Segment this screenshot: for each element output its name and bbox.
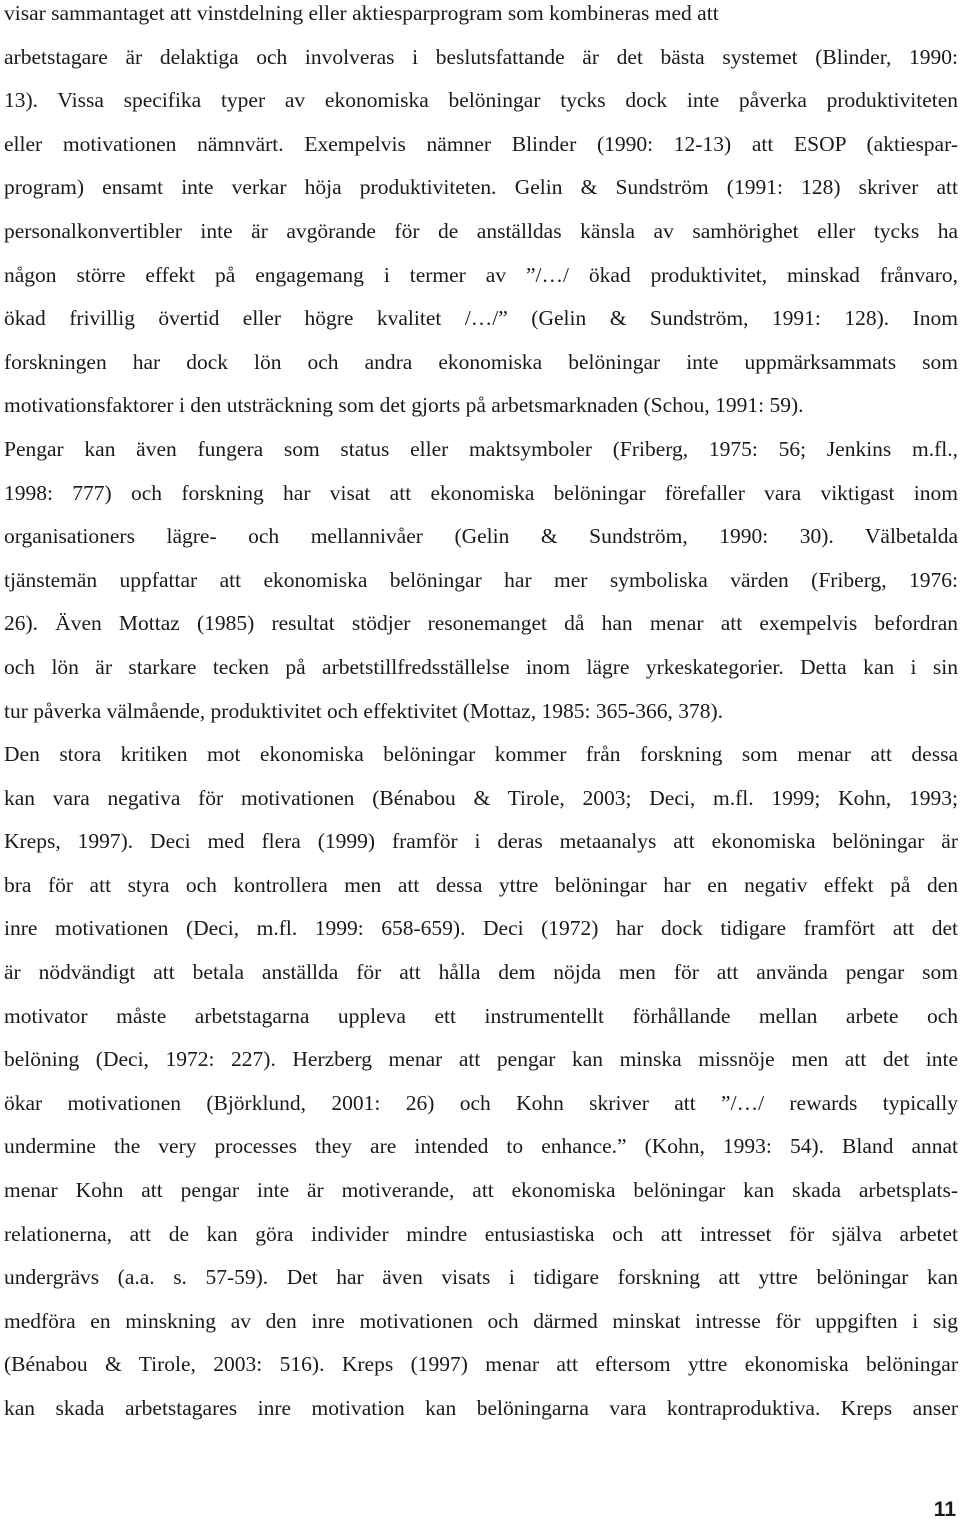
text-line: visar sammantaget att vinstdelning eller aktiesparprogram som kombineras med att bbox=[4, 1, 719, 25]
text-line: är nödvändigt att betala anställda för att hålla dem nöjda men för att använda pengar som bbox=[4, 960, 958, 985]
page-number: 11 bbox=[933, 1498, 956, 1521]
text-line: eller motivationen nämnvärt. Exempelvis nämner Blinder (1990: 12-13) att ESOP (aktiespar- bbox=[4, 131, 958, 156]
text-line: program) ensamt inte verkar höja produktiviteten. Gelin & Sundström (1991: 128) skriver att bbox=[4, 175, 958, 200]
text-line: forskningen har dock lön och andra ekonomiska belöningar inte uppmärksammats som bbox=[4, 349, 958, 374]
text-line: personalkonvertibler inte är avgörande för de anställdas känsla av samhörighet eller tycks ha bbox=[4, 218, 958, 243]
text-line: (Bénabou & Tirole, 2003: 516). Kreps (1997) menar att eftersom yttre ekonomiska belöningar bbox=[4, 1352, 958, 1377]
text-line: kan vara negativa för motivationen (Bénabou & Tirole, 2003; Deci, m.fl. 1999; Kohn, 1993; bbox=[4, 785, 958, 810]
text-line: ökar motivationen (Björklund, 2001: 26) och Kohn skriver att ”/…/ rewards typically bbox=[4, 1090, 958, 1115]
text-line: 26). Även Mottaz (1985) resultat stödjer resonemanget då han menar att exempelvis befordran bbox=[4, 611, 958, 636]
text-line: tjänstemän uppfattar att ekonomiska belöningar har mer symboliska värden (Friberg, 1976: bbox=[4, 567, 958, 592]
text-line: motivator måste arbetstagarna uppleva ett instrumentellt förhållande mellan arbete och bbox=[4, 1003, 958, 1028]
text-line: Kreps, 1997). Deci med flera (1999) framför i deras metaanalys att ekonomiska belöningar är bbox=[4, 829, 958, 854]
text-line: menar Kohn att pengar inte är motiverande, att ekonomiska belöningar kan skada arbetsplats- bbox=[4, 1178, 958, 1203]
text-line: arbetstagare är delaktiga och involveras i beslutsfattande är det bästa systemet (Blinder, 1990: bbox=[4, 44, 958, 69]
text-line: medföra en minskning av den inre motivationen och därmed minskat intresse för uppgiften i sig bbox=[4, 1308, 958, 1333]
text-line: motivationsfaktorer i den utsträckning som det gjorts på arbetsmarknaden (Schou, 1991: 59). bbox=[4, 393, 804, 418]
text-line: relationerna, att de kan göra individer mindre entusiastiska och att intresset för själva arbetet bbox=[4, 1221, 958, 1246]
text-line: undergrävs (a.a. s. 57-59). Det har även visats i tidigare forskning att yttre belöningar kan bbox=[4, 1265, 958, 1290]
body-text bbox=[4, 0, 958, 1431]
text-line: och lön är starkare tecken på arbetstillfredsställelse inom lägre yrkeskategorier. Detta kan i sin bbox=[4, 654, 958, 679]
text-line: ökad frivillig övertid eller högre kvalitet /…/” (Gelin & Sundström, 1991: 128). Inom bbox=[4, 306, 958, 331]
text-line: tur påverka välmående, produktivitet och effektivitet (Mottaz, 1985: 365-366, 378). bbox=[4, 698, 724, 723]
text-line: bra för att styra och kontrollera men att dessa yttre belöningar har en negativ effekt på den bbox=[4, 872, 958, 897]
text-line: inre motivationen (Deci, m.fl. 1999: 658-659). Deci (1972) har dock tidigare framfört att det bbox=[4, 916, 958, 941]
text-line: organisationers lägre- och mellannivåer (Gelin & Sundström, 1990: 30). Välbetalda bbox=[4, 524, 958, 549]
text-line: 1998: 777) och forskning har visat att ekonomiska belöningar förefaller vara viktigast inom bbox=[4, 480, 958, 505]
text-line: 13). Vissa specifika typer av ekonomiska belöningar tycks dock inte påverka produktiviteten bbox=[4, 88, 958, 113]
text-line: belöning (Deci, 1972: 227). Herzberg menar att pengar kan minska missnöje men att det inte bbox=[4, 1047, 958, 1072]
text-line: Pengar kan även fungera som status eller maktsymboler (Friberg, 1975: 56; Jenkins m.fl., bbox=[4, 436, 958, 461]
text-line: undermine the very processes they are intended to enhance.” (Kohn, 1993: 54). Bland annat bbox=[4, 1134, 958, 1159]
text-line: kan skada arbetstagares inre motivation kan belöningarna vara kontraproduktiva. Kreps anser bbox=[4, 1396, 958, 1420]
text-line: någon större effekt på engagemang i termer av ”/…/ ökad produktivitet, minskad frånvaro, bbox=[4, 262, 958, 287]
text-line: Den stora kritiken mot ekonomiska belöningar kommer från forskning som menar att dessa bbox=[4, 742, 958, 767]
